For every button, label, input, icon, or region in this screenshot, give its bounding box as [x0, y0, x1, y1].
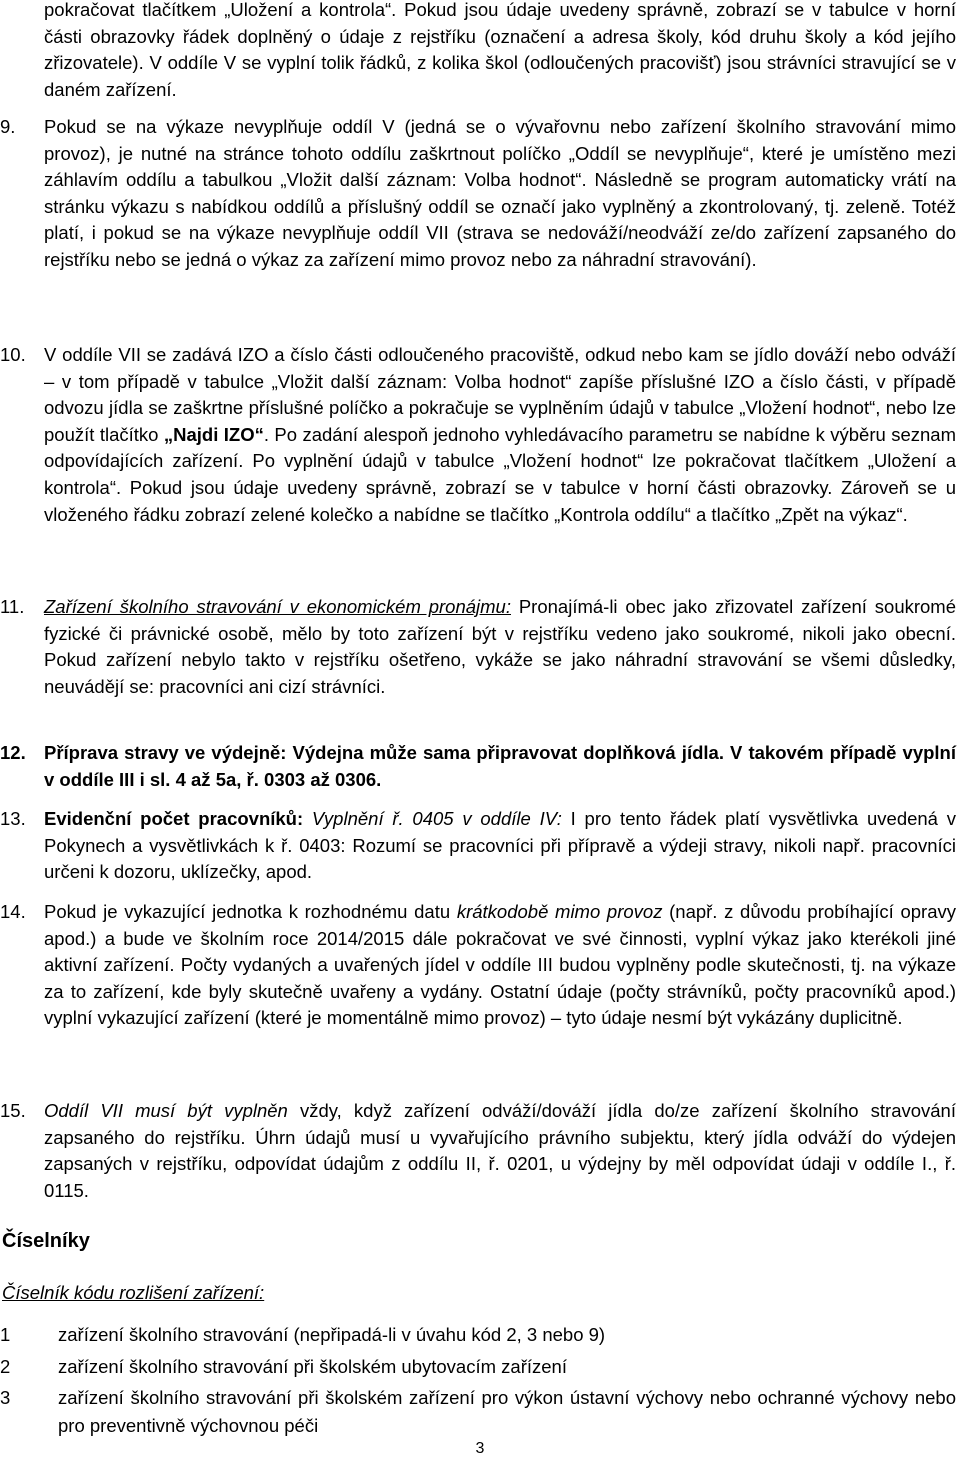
code-description: zařízení školního stravování při školském ubytovacím zařízení — [58, 1356, 567, 1377]
item-number: 13. — [0, 808, 26, 829]
paragraph-text: vždy, když zařízení odváží/dováží jídla do/ze zařízení školního stravování zapsaného do rejstříku. Úhrn údajů musí u vyvařujícího právního subjektu, který jídla odváží do výdejen zapsaných v rejstříku, odpovídat údajům z oddílu II, ř. 0201, u výdejny by měl odpovídat údaji v oddíle I., ř. 0115. — [44, 1100, 956, 1201]
codelist-item — [0, 1321, 956, 1349]
item-number: 14. — [0, 901, 26, 922]
code-value: 3 — [0, 1387, 11, 1408]
item-number: 11. — [0, 596, 25, 617]
paragraph-italic: Vyplnění ř. 0405 v oddíle IV: — [311, 808, 562, 829]
paragraph-13 — [0, 806, 956, 886]
paragraph-text: I pro tento řádek platí vysvětlivka uvedená v Pokynech a vysvětlivkách k ř. 0403: Rozumí se pracovníci při přípravě a výdeji stravy, nikoli např. pracovníci určeni k dozoru, uklízečky, apod. — [44, 808, 956, 883]
find-izo-button-label: „Najdi IZO“ — [163, 423, 264, 445]
item-number: 12. — [0, 742, 26, 763]
paragraph-text: Pokud se na výkaze nevyplňuje oddíl V (jedná se o vývařovnu nebo zařízení školního stravování mimo provoz), je nutné na stránce tohoto oddílu zaškrtnout políčko „Oddíl se nevyplňuje“, které je umístěno mezi záhlavím oddílu a tabulkou „Vložit další záznam: Volba hodnot“. Následně se program automaticky vrátí na stránku výkazu s nabídkou oddílů a příslušný oddíl se označí jako vyplněný a zkontrolovaný, tj. zeleně. Totéž platí, i pokud se na výkaze nevyplňuje oddíl VII (strava se nedováží/neodváží ze/do zařízení zapsaného do rejstříku nebo se jedná o výkaz za zařízení mimo provoz nebo za náhradní stravování). — [44, 116, 956, 270]
code-value: 2 — [0, 1356, 11, 1377]
item-number: 9. — [0, 116, 16, 137]
paragraph-text: V oddíle VII se zadává IZO a číslo části odloučeného pracoviště, odkud nebo kam se jídlo dováží nebo odváží – v tom případě v tabulce „Vložit další záznam: Volba hodnot“ zapíše příslušné IZO a číslo části, v případě odvozu jídla se zaškrtne příslušné políčko a pokračuje se vyplněním údajů v tabulce „Vložení hodnot“, nebo lze použít tlačítko — [44, 344, 956, 445]
paragraph-text: . Po zadání alespoň jednoho vyhledávacího parametru se nabídne k výběru seznam odpovídajících zařízení. Po vyplnění údajů v tabulce „Vložení hodnot“ lze pokračovat tlačítkem „Uložení a kontrola“. Pokud jsou údaje uvedeny správně, zobrazí se v tabulce v horní části obrazovky. Zároveň se u vloženého řádku zobrazí zelené kolečko a nabídne se tlačítko „Kontrola oddílu“ a tlačítko „Zpět na výkaz“. — [44, 423, 956, 525]
item-number: 10. — [0, 344, 26, 365]
page-number: 3 — [475, 1440, 485, 1457]
paragraph-text: Pokud je vykazující jednotka k rozhodnému datu — [44, 901, 457, 922]
code-description: zařízení školního stravování při školském zařízení pro výkon ústavní výchovy nebo ochranné výchovy nebo pro preventivně výchovnou péči — [58, 1387, 956, 1436]
paragraph-lead: Zařízení školního stravování v ekonomickém pronájmu: — [44, 596, 511, 617]
codelist-item — [0, 1384, 956, 1440]
paragraph-12 — [0, 740, 956, 793]
codelist-title: Číselník kódu rozlišení zařízení: — [2, 1282, 265, 1303]
code-value: 1 — [0, 1324, 11, 1345]
code-description: zařízení školního stravování (nepřipadá-li v úvahu kód 2, 3 nebo 9) — [58, 1324, 606, 1345]
paragraph-10 — [0, 342, 956, 528]
paragraph-14 — [0, 899, 956, 1032]
paragraph-italic: krátkodobě mimo provoz — [456, 901, 663, 922]
paragraph-8-continuation — [44, 0, 956, 103]
paragraph-text: pokračovat tlačítkem „Uložení a kontrola“. Pokud jsou údaje uvedeny správně, zobrazí se v tabulce v horní části obrazovky řádek doplněný o údaje z rejstříku (označení a adresa školy, kód druhu školy a kód jejího zřizovatele). V oddíle V se vyplní tolik řádků, z kolika škol (odloučených pracovišť) jsou strávníci stravující se v daném zařízení. — [44, 0, 956, 100]
paragraph-lead: Evidenční počet pracovníků: — [44, 808, 304, 829]
paragraph-italic: Oddíl VII musí být vyplněn — [44, 1100, 288, 1121]
codelist-item — [0, 1353, 956, 1381]
paragraph-text: Příprava stravy ve výdejně: Výdejna může sama připravovat doplňková jídla. V takovém případě vyplní v oddíle III i sl. 4 až 5a, ř. 0303 až 0306. — [44, 742, 956, 790]
paragraph-9 — [0, 114, 956, 274]
paragraph-15 — [0, 1098, 956, 1204]
paragraph-11 — [0, 594, 957, 700]
item-number: 15. — [0, 1100, 26, 1121]
paragraph-text: (např. z důvodu probíhající opravy apod.) a bude ve školním roce 2014/2015 dále pokračovat ve své činnosti, vyplní výkaz jako kterékoli jiné aktivní zařízení. Počty vydaných a uvařených jídel v oddíle III budou vyplněny podle skutečnosti, tj. na výkaze za to zařízení, kde byly skutečně uvařeny a vydány. Ostatní údaje (počty strávníků, počty pracovníků apod.) vyplní vykazující zařízení (které je momentálně mimo provoz) – tyto údaje nesmí být vykázány duplicitně. — [44, 901, 956, 1029]
section-heading: Číselníky — [2, 1230, 90, 1252]
paragraph-text: Pronajímá-li obec jako zřizovatel zařízení soukromé fyzické či právnické osobě, mělo by toto zařízení být v rejstříku vedeno jako soukromé, nikoli jako obecní. Pokud zařízení nebylo takto v rejstříku ošetřeno, vykáže se jako náhradní stravování se všemi důsledky, neuvádějí se: pracovníci ani cizí strávníci. — [44, 596, 957, 697]
